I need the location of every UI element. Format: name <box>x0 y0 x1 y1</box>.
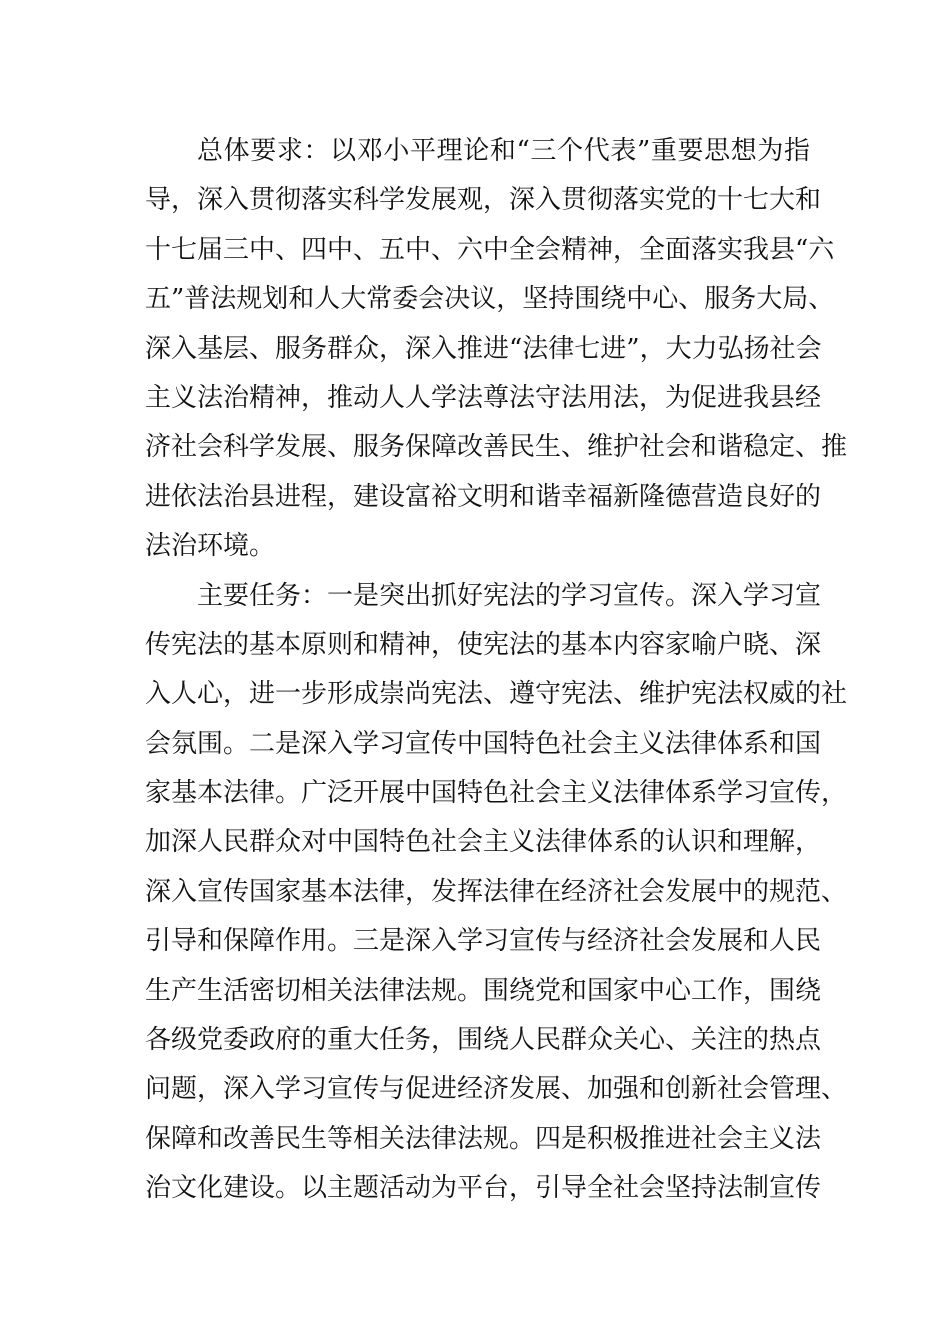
text-line: 法治环境。 <box>145 531 276 562</box>
text-line: 主义法治精神，推动人人学法尊法守法用法，为促进我县经 <box>145 382 822 413</box>
text-line: 五”普法规划和人大常委会决议，坚持围绕中心、服务大局、 <box>145 284 835 315</box>
text-line: 问题，深入学习宣传与促进经济发展、加强和创新社会管理、 <box>145 1074 848 1105</box>
text-line: 各级党委政府的重大任务，围绕人民群众关心、关注的热点 <box>145 1025 822 1056</box>
text-line: 进依法治县进程，建设富裕文明和谐幸福新隆德营造良好的 <box>145 481 822 512</box>
document-body <box>145 127 848 1214</box>
text-line: 生产生活密切相关法律法规。围绕党和国家中心工作，围绕 <box>145 975 822 1006</box>
text-line: 总体要求：以邓小平理论和“三个代表”重要思想为指 <box>197 136 810 166</box>
text-line: 主要任务：一是突出抓好宪法的学习宣传。深入学习宣 <box>197 580 822 611</box>
text-line: 治文化建设。以主题活动为平台，引导全社会坚持法制宣传 <box>145 1173 822 1204</box>
text-line: 深入基层、服务群众，深入推进“法律七进”，大力弘扬社会 <box>145 333 822 364</box>
paragraph-main-tasks <box>145 572 848 1214</box>
text-line: 加深人民群众对中国特色社会主义法律体系的认识和理解， <box>145 827 822 858</box>
text-line: 十七届三中、四中、五中、六中全会精神，全面落实我县“六 <box>145 234 835 265</box>
text-line: 引导和保障作用。三是深入学习宣传与经济社会发展和人民 <box>145 926 822 957</box>
text-line: 入人心，进一步形成崇尚宪法、遵守宪法、维护宪法权威的社 <box>145 679 848 710</box>
text-line: 家基本法律。广泛开展中国特色社会主义法律体系学习宣传， <box>145 778 848 809</box>
text-line: 深入宣传国家基本法律，发挥法律在经济社会发展中的规范、 <box>145 876 848 907</box>
text-line: 会氛围。二是深入学习宣传中国特色社会主义法律体系和国 <box>145 728 822 759</box>
text-line: 导，深入贯彻落实科学发展观，深入贯彻落实党的十七大和 <box>145 185 822 216</box>
text-line: 济社会科学发展、服务保障改善民生、维护社会和谐稳定、推 <box>145 432 848 463</box>
paragraph-general-requirements <box>145 127 848 572</box>
text-line: 保障和改善民生等相关法律法规。四是积极推进社会主义法 <box>145 1123 822 1154</box>
text-line: 传宪法的基本原则和精神，使宪法的基本内容家喻户晓、深 <box>145 629 822 660</box>
